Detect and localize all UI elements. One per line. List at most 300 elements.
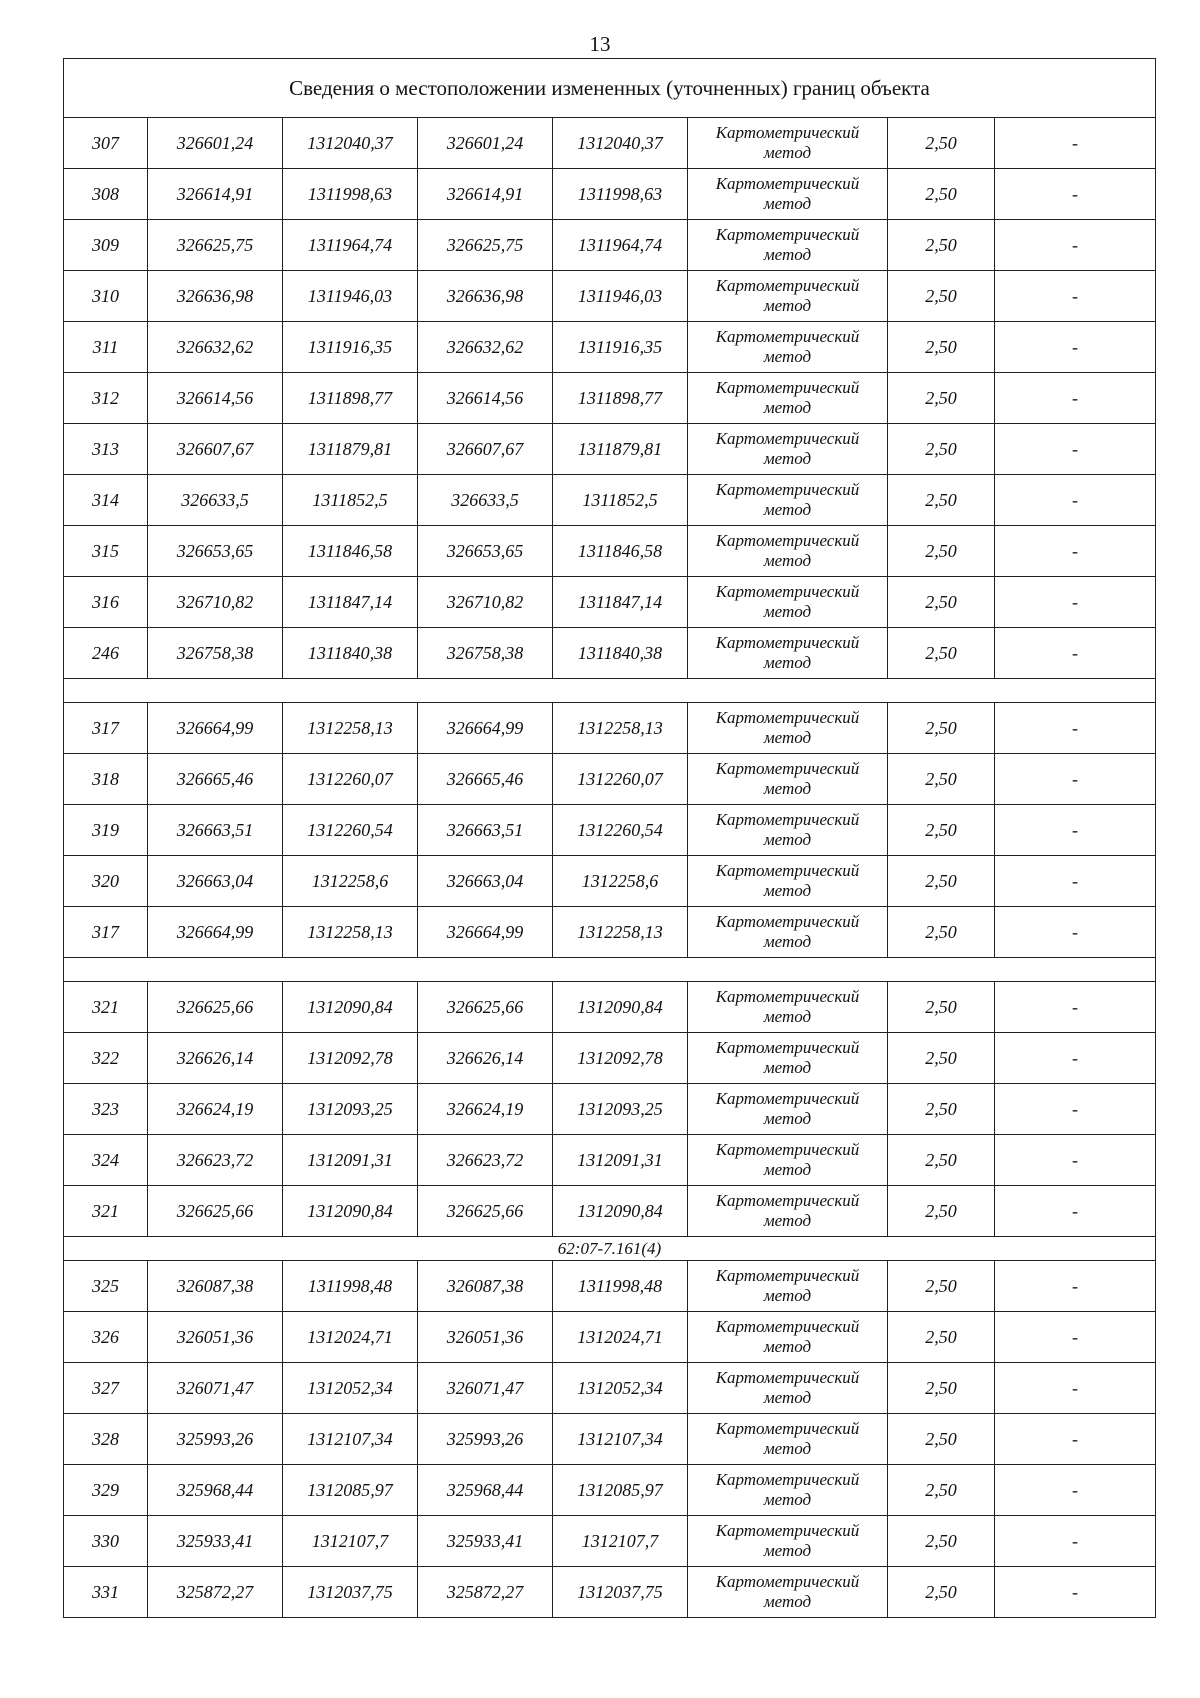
table-row (64, 1033, 1156, 1084)
y-existing-cell: 1312107,7 (283, 1516, 418, 1567)
method-line-1: Картометрический (715, 912, 860, 931)
table-row (64, 526, 1156, 577)
point-number-cell: 322 (64, 1033, 148, 1084)
note-cell: - (995, 1135, 1156, 1186)
table-row (64, 982, 1156, 1033)
point-number-cell: 246 (64, 628, 148, 679)
y-refined-cell: 1312258,13 (553, 907, 688, 958)
point-number-cell: 319 (64, 805, 148, 856)
accuracy-cell: 2,50 (888, 1465, 995, 1516)
table-row (64, 424, 1156, 475)
method-cell (688, 577, 888, 628)
y-refined-cell: 1311840,38 (553, 628, 688, 679)
method-line-1: Картометрический (715, 531, 860, 550)
note-cell: - (995, 1261, 1156, 1312)
method-cell (688, 1363, 888, 1414)
table-row (64, 1135, 1156, 1186)
method-cell (688, 982, 888, 1033)
y-refined-cell: 1312107,34 (553, 1414, 688, 1465)
x-existing-cell: 326607,67 (148, 424, 283, 475)
y-refined-cell: 1311946,03 (553, 271, 688, 322)
x-existing-cell: 326626,14 (148, 1033, 283, 1084)
note-cell: - (995, 1033, 1156, 1084)
point-number-cell: 310 (64, 271, 148, 322)
accuracy-cell: 2,50 (888, 982, 995, 1033)
table-row (64, 1516, 1156, 1567)
x-refined-cell: 326710,82 (418, 577, 553, 628)
accuracy-cell: 2,50 (888, 907, 995, 958)
x-existing-cell: 325993,26 (148, 1414, 283, 1465)
x-refined-cell: 326071,47 (418, 1363, 553, 1414)
point-number-cell: 307 (64, 118, 148, 169)
y-refined-cell: 1312090,84 (553, 1186, 688, 1237)
y-existing-cell: 1312085,97 (283, 1465, 418, 1516)
y-refined-cell: 1311964,74 (553, 220, 688, 271)
y-refined-cell: 1312093,25 (553, 1084, 688, 1135)
method-line-1: Картометрический (715, 429, 860, 448)
x-existing-cell: 326664,99 (148, 907, 283, 958)
method-line-2: метод (763, 1592, 812, 1611)
y-existing-cell: 1312260,54 (283, 805, 418, 856)
accuracy-cell: 2,50 (888, 424, 995, 475)
note-cell: - (995, 271, 1156, 322)
point-number-cell: 314 (64, 475, 148, 526)
section-label: 62:07-7.161(4) (64, 1237, 1156, 1261)
boundary-coordinates-table (63, 58, 1156, 1618)
note-cell: - (995, 907, 1156, 958)
section-separator-row (64, 679, 1156, 703)
method-line-2: метод (763, 1337, 812, 1356)
note-cell: - (995, 169, 1156, 220)
accuracy-cell: 2,50 (888, 1414, 995, 1465)
y-refined-cell: 1311916,35 (553, 322, 688, 373)
y-refined-cell: 1311846,58 (553, 526, 688, 577)
y-existing-cell: 1311847,14 (283, 577, 418, 628)
y-existing-cell: 1312107,34 (283, 1414, 418, 1465)
y-refined-cell: 1311998,63 (553, 169, 688, 220)
point-number-cell: 328 (64, 1414, 148, 1465)
x-existing-cell: 326625,75 (148, 220, 283, 271)
method-cell (688, 628, 888, 679)
x-refined-cell: 326051,36 (418, 1312, 553, 1363)
method-cell (688, 475, 888, 526)
y-refined-cell: 1311852,5 (553, 475, 688, 526)
y-existing-cell: 1312090,84 (283, 1186, 418, 1237)
method-line-1: Картометрический (715, 1266, 860, 1285)
accuracy-cell: 2,50 (888, 271, 995, 322)
y-refined-cell: 1311898,77 (553, 373, 688, 424)
method-line-2: метод (763, 1439, 812, 1458)
note-cell: - (995, 628, 1156, 679)
note-cell: - (995, 577, 1156, 628)
y-refined-cell: 1311879,81 (553, 424, 688, 475)
table-row (64, 577, 1156, 628)
x-existing-cell: 326710,82 (148, 577, 283, 628)
point-number-cell: 317 (64, 703, 148, 754)
point-number-cell: 320 (64, 856, 148, 907)
y-refined-cell: 1312085,97 (553, 1465, 688, 1516)
method-cell (688, 754, 888, 805)
method-line-2: метод (763, 347, 812, 366)
y-existing-cell: 1312037,75 (283, 1567, 418, 1618)
note-cell: - (995, 220, 1156, 271)
method-cell (688, 856, 888, 907)
x-refined-cell: 326623,72 (418, 1135, 553, 1186)
method-cell (688, 907, 888, 958)
table-row (64, 907, 1156, 958)
note-cell: - (995, 1186, 1156, 1237)
point-number-cell: 317 (64, 907, 148, 958)
y-existing-cell: 1312260,07 (283, 754, 418, 805)
x-existing-cell: 325968,44 (148, 1465, 283, 1516)
x-existing-cell: 326087,38 (148, 1261, 283, 1312)
x-refined-cell: 326625,75 (418, 220, 553, 271)
accuracy-cell: 2,50 (888, 805, 995, 856)
method-line-1: Картометрический (715, 174, 860, 193)
table-row (64, 1261, 1156, 1312)
x-existing-cell: 326071,47 (148, 1363, 283, 1414)
x-existing-cell: 325933,41 (148, 1516, 283, 1567)
table-body (64, 118, 1156, 1618)
method-line-1: Картометрический (715, 1419, 860, 1438)
y-refined-cell: 1312092,78 (553, 1033, 688, 1084)
point-number-cell: 316 (64, 577, 148, 628)
note-cell: - (995, 373, 1156, 424)
method-line-1: Картометрический (715, 633, 860, 652)
x-refined-cell: 326626,14 (418, 1033, 553, 1084)
accuracy-cell: 2,50 (888, 1135, 995, 1186)
x-refined-cell: 326087,38 (418, 1261, 553, 1312)
table-row (64, 856, 1156, 907)
method-line-2: метод (763, 728, 812, 747)
x-existing-cell: 326663,04 (148, 856, 283, 907)
x-existing-cell: 326614,56 (148, 373, 283, 424)
method-line-2: метод (763, 500, 812, 519)
x-refined-cell: 326625,66 (418, 982, 553, 1033)
y-existing-cell: 1312091,31 (283, 1135, 418, 1186)
note-cell: - (995, 982, 1156, 1033)
y-existing-cell: 1312024,71 (283, 1312, 418, 1363)
method-line-1: Картометрический (715, 123, 860, 142)
y-refined-cell: 1312258,6 (553, 856, 688, 907)
y-refined-cell: 1311847,14 (553, 577, 688, 628)
y-existing-cell: 1312052,34 (283, 1363, 418, 1414)
x-refined-cell: 326601,24 (418, 118, 553, 169)
note-cell: - (995, 856, 1156, 907)
accuracy-cell: 2,50 (888, 373, 995, 424)
method-line-1: Картометрический (715, 1038, 860, 1057)
point-number-cell: 323 (64, 1084, 148, 1135)
section-label (64, 958, 1156, 982)
method-cell (688, 1033, 888, 1084)
y-existing-cell: 1311998,63 (283, 169, 418, 220)
table-row (64, 754, 1156, 805)
y-refined-cell: 1312091,31 (553, 1135, 688, 1186)
method-line-2: метод (763, 881, 812, 900)
table-row (64, 1084, 1156, 1135)
note-cell: - (995, 1414, 1156, 1465)
x-refined-cell: 325933,41 (418, 1516, 553, 1567)
point-number-cell: 308 (64, 169, 148, 220)
table-row (64, 118, 1156, 169)
y-existing-cell: 1312090,84 (283, 982, 418, 1033)
table-row (64, 703, 1156, 754)
section-separator-row (64, 1237, 1156, 1261)
method-line-2: метод (763, 296, 812, 315)
point-number-cell: 321 (64, 1186, 148, 1237)
method-cell (688, 1516, 888, 1567)
x-existing-cell: 325872,27 (148, 1567, 283, 1618)
y-refined-cell: 1312258,13 (553, 703, 688, 754)
accuracy-cell: 2,50 (888, 526, 995, 577)
x-refined-cell: 325872,27 (418, 1567, 553, 1618)
note-cell: - (995, 1084, 1156, 1135)
x-existing-cell: 326633,5 (148, 475, 283, 526)
y-existing-cell: 1311998,48 (283, 1261, 418, 1312)
y-existing-cell: 1311946,03 (283, 271, 418, 322)
accuracy-cell: 2,50 (888, 754, 995, 805)
page-number: 13 (589, 32, 611, 56)
method-line-2: метод (763, 449, 812, 468)
method-line-2: метод (763, 194, 812, 213)
method-line-1: Картометрический (715, 861, 860, 880)
note-cell: - (995, 754, 1156, 805)
section-label (64, 679, 1156, 703)
method-cell (688, 118, 888, 169)
table-row (64, 271, 1156, 322)
note-cell: - (995, 526, 1156, 577)
method-line-2: метод (763, 779, 812, 798)
method-line-2: метод (763, 1541, 812, 1560)
point-number-cell: 309 (64, 220, 148, 271)
method-cell (688, 1261, 888, 1312)
method-line-2: метод (763, 932, 812, 951)
table-row (64, 475, 1156, 526)
accuracy-cell: 2,50 (888, 1261, 995, 1312)
method-cell (688, 1135, 888, 1186)
method-line-2: метод (763, 830, 812, 849)
method-line-1: Картометрический (715, 1470, 860, 1489)
method-line-2: метод (763, 245, 812, 264)
note-cell: - (995, 322, 1156, 373)
x-existing-cell: 326663,51 (148, 805, 283, 856)
method-line-1: Картометрический (715, 1368, 860, 1387)
point-number-cell: 315 (64, 526, 148, 577)
y-existing-cell: 1312092,78 (283, 1033, 418, 1084)
accuracy-cell: 2,50 (888, 577, 995, 628)
y-existing-cell: 1312258,13 (283, 703, 418, 754)
y-refined-cell: 1312260,54 (553, 805, 688, 856)
x-refined-cell: 326663,04 (418, 856, 553, 907)
y-refined-cell: 1312107,7 (553, 1516, 688, 1567)
point-number-cell: 321 (64, 982, 148, 1033)
x-refined-cell: 325993,26 (418, 1414, 553, 1465)
note-cell: - (995, 118, 1156, 169)
method-line-2: метод (763, 1211, 812, 1230)
y-refined-cell: 1312260,07 (553, 754, 688, 805)
point-number-cell: 311 (64, 322, 148, 373)
method-line-2: метод (763, 551, 812, 570)
point-number-cell: 331 (64, 1567, 148, 1618)
method-cell (688, 424, 888, 475)
x-refined-cell: 326624,19 (418, 1084, 553, 1135)
x-existing-cell: 326758,38 (148, 628, 283, 679)
x-refined-cell: 325968,44 (418, 1465, 553, 1516)
x-existing-cell: 326632,62 (148, 322, 283, 373)
y-existing-cell: 1312040,37 (283, 118, 418, 169)
table-row (64, 1414, 1156, 1465)
table-row (64, 628, 1156, 679)
accuracy-cell: 2,50 (888, 475, 995, 526)
note-cell: - (995, 475, 1156, 526)
method-cell (688, 220, 888, 271)
table-row (64, 169, 1156, 220)
x-refined-cell: 326663,51 (418, 805, 553, 856)
method-line-2: метод (763, 1490, 812, 1509)
method-line-2: метод (763, 143, 812, 162)
point-number-cell: 327 (64, 1363, 148, 1414)
method-line-1: Картометрический (715, 987, 860, 1006)
accuracy-cell: 2,50 (888, 628, 995, 679)
point-number-cell: 330 (64, 1516, 148, 1567)
x-refined-cell: 326633,5 (418, 475, 553, 526)
method-line-2: метод (763, 1286, 812, 1305)
table-row (64, 322, 1156, 373)
method-line-2: метод (763, 398, 812, 417)
y-existing-cell: 1311852,5 (283, 475, 418, 526)
table-row (64, 805, 1156, 856)
x-existing-cell: 326623,72 (148, 1135, 283, 1186)
method-cell (688, 1084, 888, 1135)
accuracy-cell: 2,50 (888, 1363, 995, 1414)
method-line-1: Картометрический (715, 327, 860, 346)
x-refined-cell: 326625,66 (418, 1186, 553, 1237)
table-row (64, 1186, 1156, 1237)
x-refined-cell: 326614,56 (418, 373, 553, 424)
y-existing-cell: 1311964,74 (283, 220, 418, 271)
method-line-1: Картометрический (715, 1140, 860, 1159)
y-existing-cell: 1311898,77 (283, 373, 418, 424)
x-refined-cell: 326614,91 (418, 169, 553, 220)
x-existing-cell: 326636,98 (148, 271, 283, 322)
x-existing-cell: 326614,91 (148, 169, 283, 220)
accuracy-cell: 2,50 (888, 1312, 995, 1363)
accuracy-cell: 2,50 (888, 220, 995, 271)
note-cell: - (995, 1516, 1156, 1567)
method-line-1: Картометрический (715, 1317, 860, 1336)
method-line-1: Картометрический (715, 582, 860, 601)
y-existing-cell: 1312258,6 (283, 856, 418, 907)
x-existing-cell: 326664,99 (148, 703, 283, 754)
method-line-2: метод (763, 602, 812, 621)
y-refined-cell: 1312024,71 (553, 1312, 688, 1363)
method-line-1: Картометрический (715, 708, 860, 727)
accuracy-cell: 2,50 (888, 856, 995, 907)
method-cell (688, 322, 888, 373)
note-cell: - (995, 424, 1156, 475)
method-line-1: Картометрический (715, 378, 860, 397)
method-cell (688, 271, 888, 322)
table-row (64, 1567, 1156, 1618)
note-cell: - (995, 805, 1156, 856)
y-refined-cell: 1311998,48 (553, 1261, 688, 1312)
accuracy-cell: 2,50 (888, 1567, 995, 1618)
point-number-cell: 313 (64, 424, 148, 475)
method-line-2: метод (763, 1109, 812, 1128)
method-line-1: Картометрический (715, 225, 860, 244)
x-refined-cell: 326636,98 (418, 271, 553, 322)
x-existing-cell: 326625,66 (148, 982, 283, 1033)
table-row (64, 1363, 1156, 1414)
point-number-cell: 324 (64, 1135, 148, 1186)
y-refined-cell: 1312052,34 (553, 1363, 688, 1414)
method-cell (688, 703, 888, 754)
x-refined-cell: 326664,99 (418, 703, 553, 754)
x-existing-cell: 326051,36 (148, 1312, 283, 1363)
method-line-2: метод (763, 1007, 812, 1026)
x-refined-cell: 326665,46 (418, 754, 553, 805)
method-line-1: Картометрический (715, 276, 860, 295)
table-title: Сведения о местоположении измененных (уточненных) границ объекта (64, 59, 1156, 118)
note-cell: - (995, 703, 1156, 754)
x-refined-cell: 326653,65 (418, 526, 553, 577)
y-refined-cell: 1312037,75 (553, 1567, 688, 1618)
note-cell: - (995, 1312, 1156, 1363)
accuracy-cell: 2,50 (888, 1186, 995, 1237)
method-cell (688, 1567, 888, 1618)
x-existing-cell: 326625,66 (148, 1186, 283, 1237)
y-existing-cell: 1311846,58 (283, 526, 418, 577)
method-cell (688, 1465, 888, 1516)
x-existing-cell: 326653,65 (148, 526, 283, 577)
method-line-1: Картометрический (715, 1572, 860, 1591)
point-number-cell: 326 (64, 1312, 148, 1363)
method-line-2: метод (763, 1388, 812, 1407)
note-cell: - (995, 1567, 1156, 1618)
accuracy-cell: 2,50 (888, 1033, 995, 1084)
y-existing-cell: 1311916,35 (283, 322, 418, 373)
method-line-1: Картометрический (715, 1089, 860, 1108)
x-refined-cell: 326607,67 (418, 424, 553, 475)
y-refined-cell: 1312090,84 (553, 982, 688, 1033)
method-cell (688, 805, 888, 856)
y-existing-cell: 1311879,81 (283, 424, 418, 475)
method-cell (688, 1312, 888, 1363)
note-cell: - (995, 1465, 1156, 1516)
point-number-cell: 329 (64, 1465, 148, 1516)
method-line-2: метод (763, 653, 812, 672)
method-line-1: Картометрический (715, 1521, 860, 1540)
note-cell: - (995, 1363, 1156, 1414)
point-number-cell: 325 (64, 1261, 148, 1312)
accuracy-cell: 2,50 (888, 322, 995, 373)
method-line-1: Картометрический (715, 1191, 860, 1210)
method-line-1: Картометрический (715, 810, 860, 829)
y-existing-cell: 1311840,38 (283, 628, 418, 679)
table-row (64, 373, 1156, 424)
table-row (64, 220, 1156, 271)
method-cell (688, 373, 888, 424)
accuracy-cell: 2,50 (888, 118, 995, 169)
table-row (64, 1312, 1156, 1363)
accuracy-cell: 2,50 (888, 703, 995, 754)
section-separator-row (64, 958, 1156, 982)
x-refined-cell: 326758,38 (418, 628, 553, 679)
x-existing-cell: 326624,19 (148, 1084, 283, 1135)
y-refined-cell: 1312040,37 (553, 118, 688, 169)
x-existing-cell: 326601,24 (148, 118, 283, 169)
accuracy-cell: 2,50 (888, 1084, 995, 1135)
